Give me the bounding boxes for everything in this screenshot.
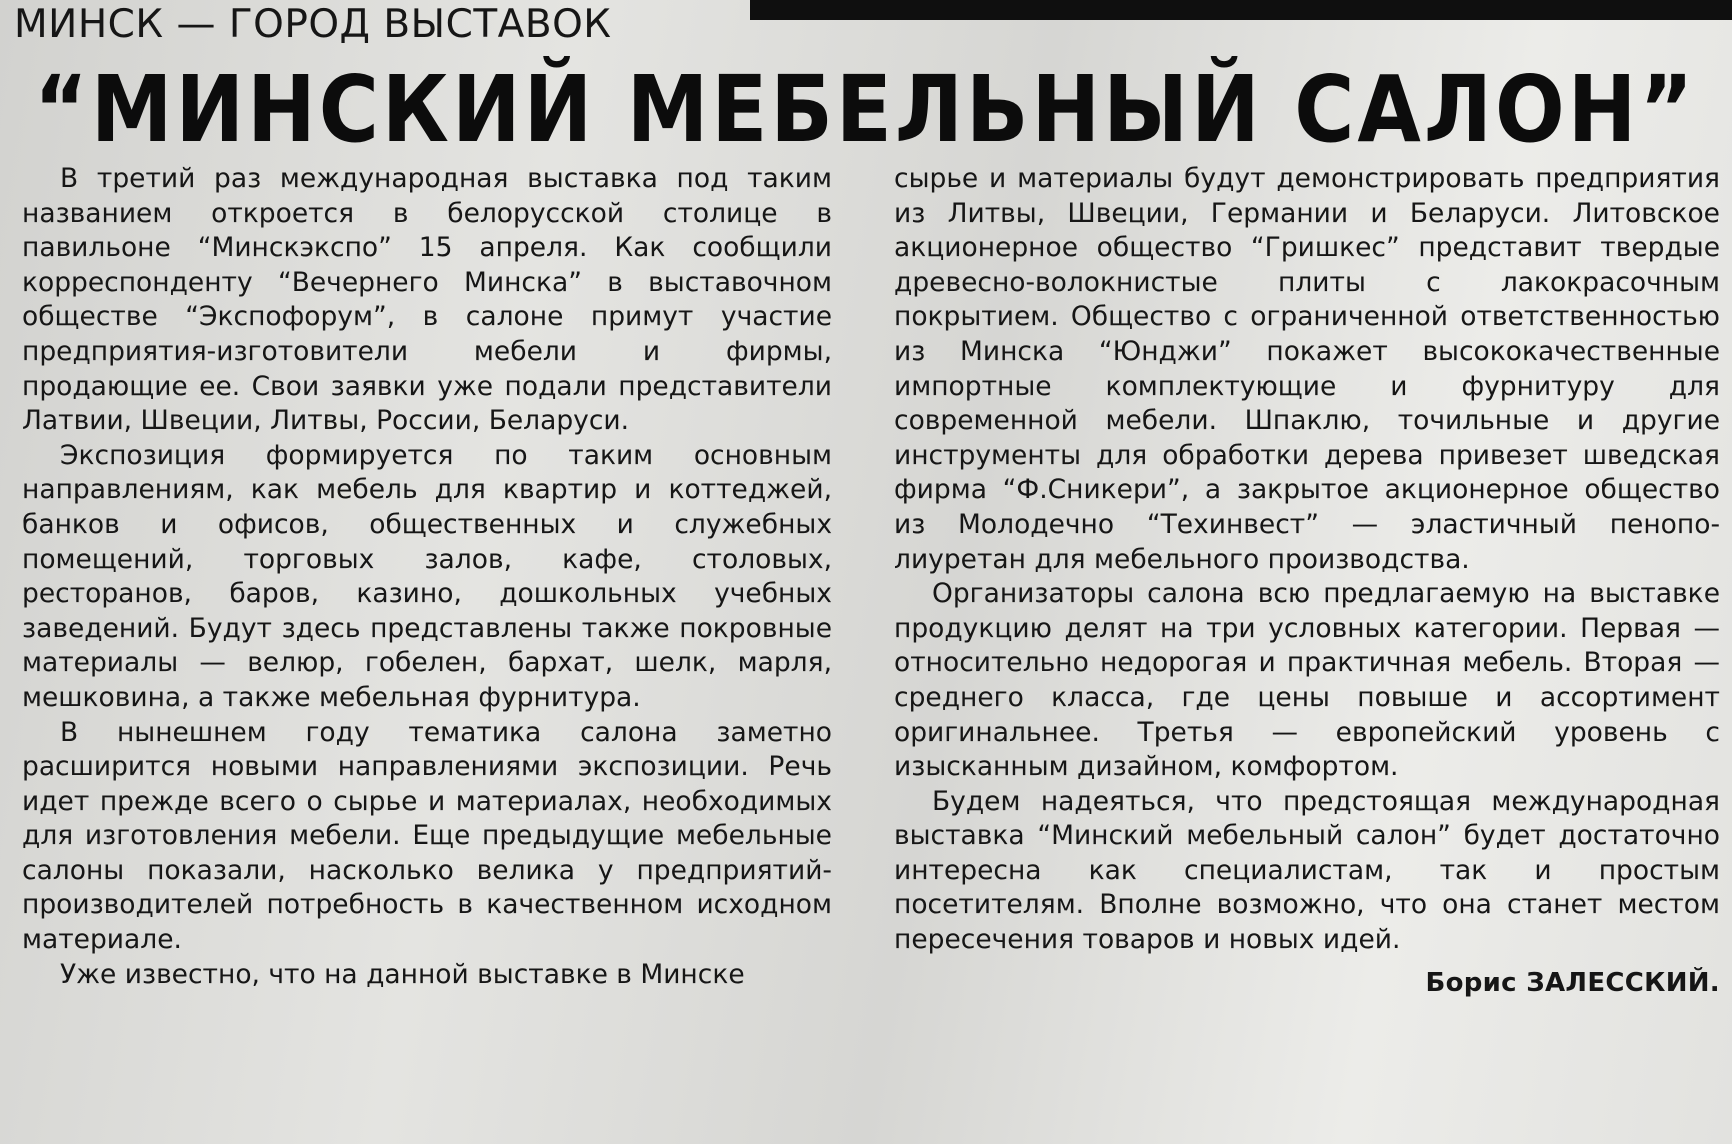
paragraph-1: В третий раз международная выставка под таким названием откроется в белорусской столице в павильоне “Минскэкспо” 15 апреля. Как сообщили корреспонденту “Вечернего Минска” в выставочном обществе “Экспофорум”, в салоне примут участие предприятия-изготовители мебели и фирмы, продающие ее. Свои заявки уже подали представители Латвии, Швеции, Литвы, России, Беларуси. — [22, 163, 832, 437]
rubric-row — [0, 0, 1732, 48]
paragraph-4-continued: сырье и материалы будут демонстрировать предприятия из Литвы, Швеции, Германии и Беларуси. Литовское акционерное общество “Гришкес” представит твердые древесно-волокнистые плиты с лакокрасочным покрытием. Общество с ограниченной ответственностью из Минска “Юнджи” покажет высококачественные импортные комплектующие и фурнитуру для современной мебели. Шпаклю, точильные и другие инструменты для обработки дерева привезет шведская фирма “Ф.Сникери”, а закрытое акционерное общество из Молодечно “Техинвест” — эластичный пенополиуретан для мебельного производства. — [894, 163, 1720, 575]
article-body — [22, 162, 1720, 1122]
paragraph-4: Уже известно, что на данной выставке в Минске — [60, 958, 745, 990]
column-right — [894, 162, 1720, 1000]
paragraph-6: Будем надеяться, что предстоящая международная выставка “Минский мебельный салон” будет достаточно интересна как специалистам, так и простым посетителям. Вполне возможно, что она станет местом пересечения товаров и новых идей. — [894, 785, 1720, 956]
paragraph-5: Организаторы салона всю предлагаемую на выставке продукцию делят на три условных категории. Первая — относительно недорогая и практичная мебель. Вторая — среднего класса, где цены повыше и ассортимент оригинальнее. Третья — европейский уровень с изысканным дизайном, комфортом. — [894, 578, 1720, 783]
rubric-kicker: МИНСК — ГОРОД ВЫСТАВОК — [14, 2, 612, 47]
author-byline: Борис ЗАЛЕССКИЙ. — [1425, 967, 1720, 998]
column-left — [22, 162, 832, 992]
rubric-rule — [750, 0, 1732, 20]
paragraph-3: В нынешнем году тематика салона заметно расширится новыми направлениями экспозиции. Речь идет прежде всего о сырье и материалах, необходимых для изготовления мебели. Еще предыдущие мебельные салоны показали, насколько велика у предприятий-производителей потребность в качественном исходном материале. — [22, 716, 832, 956]
article-headline: “МИНСКИЙ МЕБЕЛЬНЫЙ САЛОН” — [34, 57, 1697, 164]
paragraph-2: Экспозиция формируется по таким основным направлениям, как мебель для квартир и коттеджей, банков и офисов, общественных и служебных помещений, торговых залов, кафе, столовых, ресторанов, баров, казино, дошкольных учебных заведений. Будут здесь представлены также покровные материалы — велюр, гобелен, бархат, шелк, марля, мешковина, а также мебельная фурнитура. — [22, 439, 832, 713]
